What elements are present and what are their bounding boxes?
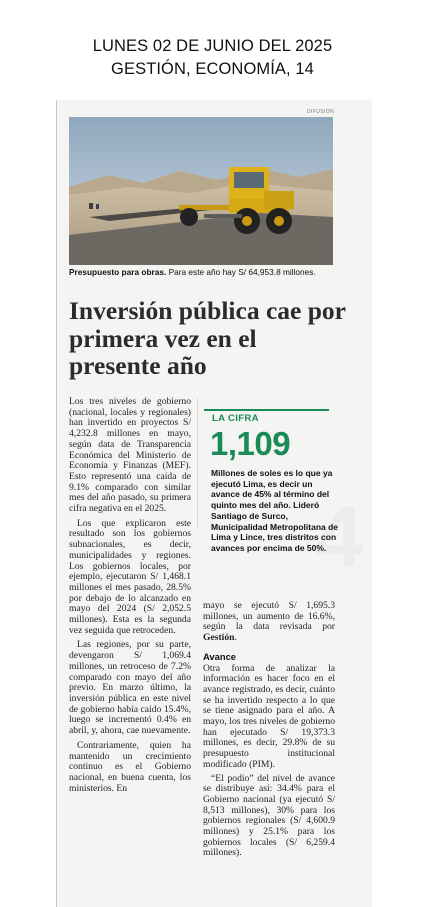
article-column-left <box>69 397 191 798</box>
headline: Inversión pública cae por primera vez en el presente año <box>69 296 346 380</box>
cifra-description: Millones de soles es lo que ya ejecutó Lima, es decir un avance de 45% al término del quinto mes del año. Lideró Santiago de Surco, Municipalidad Metropolitana de Lima y Lince, tres distritos con avances por encima de 50%. <box>211 468 339 553</box>
caption-text: Para este año hay S/ 64,953.8 millones. <box>166 267 316 277</box>
page-edge-rule <box>56 100 57 907</box>
paragraph: Las regiones, por su parte, devengaron S/ 1,069.4 millones, un retroceso de 7.2% comparado con mayo del año previo. En marzo último, la inversión pública en este nivel de gobierno había caído 15.4%, luego se incrementó 0.4% en abril, y, ahora, cae nuevamente. <box>69 639 191 737</box>
motor-grader-photo <box>69 117 333 265</box>
cifra-ghost-digit: 4 <box>315 489 363 585</box>
paragraph <box>203 601 335 644</box>
cifra-accent-bar <box>204 409 329 411</box>
intro-end: . <box>234 632 237 644</box>
intro-text: mayo se ejecutó S/ 1,695.3 millones, un aumento de 16.6%, según la data revisada por <box>203 600 335 633</box>
section-header: GESTIÓN, ECONOMÍA, 14 <box>111 60 314 78</box>
cifra-number: 1,109 <box>210 425 291 462</box>
paragraph: Los que explicaron este resultado son los gobiernos subnacionales, es decir, municipalidades y regiones. Los gobiernos locales, por ejemplo, ejecutaron S/ 1,468.1 millones el mes pasado, 28.5% por debajo de lo alcanzado en mayo del 2024 (S/ 2,052.5 millones). Esta es la segunda vez seguida que retroceden. <box>69 517 191 636</box>
subheading: Avance <box>203 650 237 662</box>
article-column-right <box>203 601 335 862</box>
cifra-label: LA CIFRA <box>212 413 259 424</box>
paragraph: “El podio” del nivel de avance se distribuye así: 34.4% para el Gobierno nacional (ya ejecutó S/ 8,513 millones), 30% para los gobiernos regionales (S/ 4,600.9 millones) y 25.1% para los gobiernos locales (S/ 6,259.4 millones). <box>203 772 335 859</box>
intro-bold: Gestión <box>203 632 235 644</box>
photo-caption <box>69 267 369 277</box>
photo-credit: DIFUSIÓN <box>307 109 335 115</box>
caption-bold: Presupuesto para obras. <box>69 267 167 277</box>
paragraph: Los tres niveles de gobierno (nacional, locales y regionales) han invertido en proyectos S/ 4,232.8 millones en mayo, según data de Transparencia Económica del Ministerio de Economía y Finanzas (MEF). Esto representó una caída de 9.1% comparado con similar mes del año pasado, su primera cifra negativa en el 2025. <box>69 396 191 515</box>
paragraph: Otra forma de analizar la información es hacer foco en el avance registrado, es decir, cuánto se ha invertido respecto a lo que se tiene asignado para el año. A mayo, los tres niveles de gobierno han ejecutado S/ 19,373.3 millones, es decir, 29.8% de su presupuesto institucional modificado (PIM). <box>203 662 335 770</box>
date-header: LUNES 02 DE JUNIO DEL 2025 <box>92 37 333 55</box>
paragraph: Contrariamente, quien ha mantenido un crecimiento continuo es el Gobierno nacional, en buena cuenta, los ministerios. En <box>69 739 191 794</box>
column-divider <box>197 398 198 528</box>
